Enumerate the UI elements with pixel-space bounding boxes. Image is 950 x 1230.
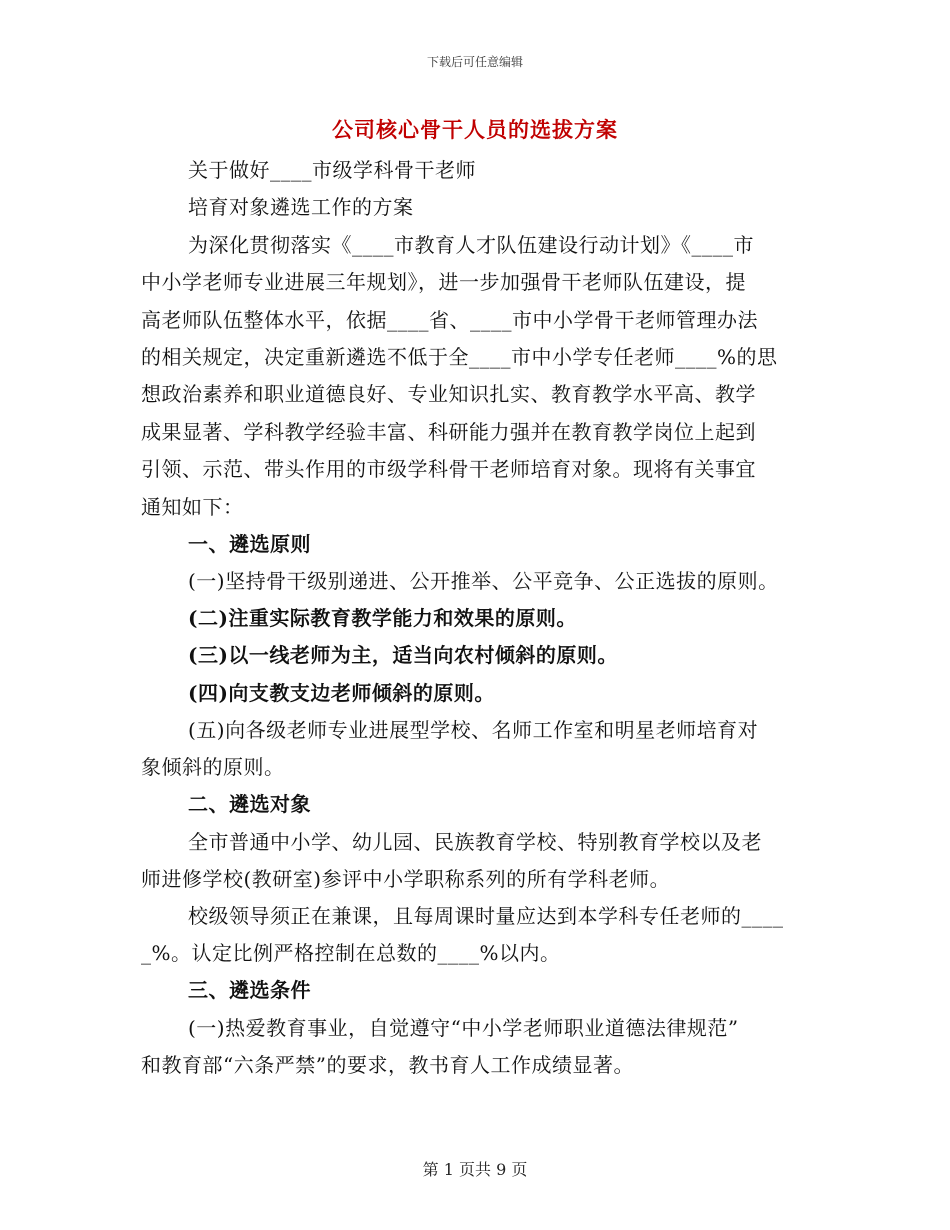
paragraph-line: 为深化贯彻落实《____市教育人才队伍建设行动计划》《____市 [188, 233, 754, 257]
paragraph-line: _%。认定比例严格控制在总数的____%以内。 [141, 941, 561, 965]
document-title: 公司核心骨干人员的选拔方案 [332, 117, 618, 142]
principle-item-3: (三)以一线老师为主，适当向农村倾斜的原则。 [188, 643, 618, 667]
paragraph-line: 引领、示范、带头作用的市级学科骨干老师培育对象。现将有关事宜 [141, 457, 756, 481]
paragraph-line: 师进修学校(教研室)参评中小学职称系列的所有学科老师。 [141, 867, 671, 891]
principle-item-2: (二)注重实际教育教学能力和效果的原则。 [188, 606, 577, 630]
section-heading-2: 二、遴选对象 [188, 792, 311, 816]
intro-line-1: 关于做好____市级学科骨干老师 [188, 158, 476, 182]
page-number: 第 1 页共 9 页 [422, 1160, 528, 1179]
principle-item-1: (一)坚持骨干级别递进、公开推举、公平竞争、公正选拔的原则。 [188, 569, 779, 593]
principle-item-5-cont: 象倾斜的原则。 [141, 755, 285, 779]
section-heading-3: 三、遴选条件 [188, 978, 311, 1002]
section-heading-1: 一、遴选原则 [188, 532, 311, 556]
paragraph-line: 全市普通中小学、幼儿园、民族教育学校、特别教育学校以及老 [188, 830, 762, 854]
principle-item-5: (五)向各级老师专业进展型学校、名师工作室和明星老师培育对 [188, 718, 759, 742]
paragraph-line: 成果显著、学科教学经验丰富、科研能力强并在教育教学岗位上起到 [141, 420, 756, 444]
principle-item-4: (四)向支教支边老师倾斜的原则。 [188, 681, 495, 705]
condition-item-1: (一)热爱教育事业，自觉遵守“中小学老师职业道德法律规范” [188, 1016, 739, 1040]
condition-item-1-cont: 和教育部“六条严禁”的要求，教书育人工作成绩显著。 [141, 1053, 634, 1077]
paragraph-line: 校级领导须正在兼课，且每周课时量应达到本学科专任老师的____ [188, 904, 784, 928]
paragraph-line: 通知如下： [141, 495, 244, 519]
paragraph-line: 的相关规定，决定重新遴选不低于全____市中小学专任老师____%的思 [141, 345, 778, 369]
intro-line-2: 培育对象遴选工作的方案 [188, 195, 414, 219]
paragraph-line: 高老师队伍整体水平，依据____省、____市中小学骨干老师管理办法 [141, 308, 758, 332]
header-note: 下载后可任意编辑 [426, 55, 523, 69]
paragraph-line: 想政治素养和职业道德良好、专业知识扎实、教育教学水平高、教学 [141, 382, 756, 406]
paragraph-line: 中小学老师专业进展三年规划》，进一步加强骨干老师队伍建设，提 [141, 270, 746, 294]
